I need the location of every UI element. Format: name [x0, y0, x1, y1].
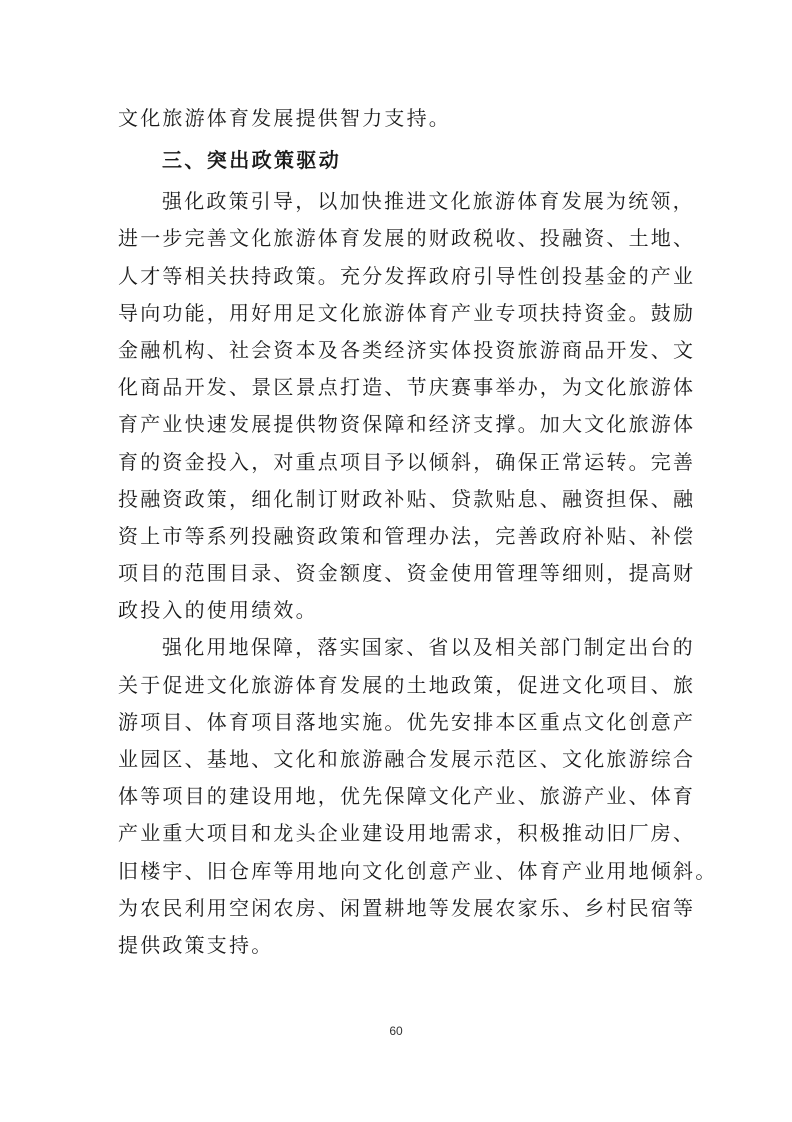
text-line: 人才等相关扶持政策。充分发挥政府引导性创投基金的产业: [118, 263, 696, 288]
text-line: 为农民利用空闲农房、闲置耕地等发展农家乐、乡村民宿等: [118, 895, 696, 920]
text-line: 关于促进文化旅游体育发展的土地政策，促进文化项目、旅: [118, 672, 696, 697]
document-page: [118, 100, 718, 964]
section-heading: 三、突出政策驱动: [162, 148, 342, 173]
text-line: 化商品开发、景区景点打造、节庆赛事举办，为文化旅游体: [118, 375, 696, 400]
text-line: 进一步完善文化旅游体育发展的财政税收、投融资、土地、: [118, 226, 696, 251]
text-line: 资上市等系列投融资政策和管理办法，完善政府补贴、补偿: [118, 523, 696, 548]
text-line: 育的资金投入，对重点项目予以倾斜，确保正常运转。完善: [118, 449, 696, 474]
text-line: 金融机构、社会资本及各类经济实体投资旅游商品开发、文: [118, 337, 696, 362]
text-line: 体等项目的建设用地，优先保障文化产业、旅游产业、体育: [118, 784, 696, 809]
text-line: 项目的范围目录、资金额度、资金使用管理等细则，提高财: [118, 561, 696, 586]
text-line: 提供政策支持。: [118, 932, 274, 957]
text-line: 旧楼宇、旧仓库等用地向文化创意产业、体育产业用地倾斜。: [118, 858, 718, 883]
paragraph-2: [118, 629, 718, 964]
text-line: 投融资政策，细化制订财政补贴、贷款贴息、融资担保、融: [118, 486, 696, 511]
page-number: 60: [389, 1024, 403, 1038]
paragraph-1: [118, 183, 696, 629]
text-line: 导向功能，用好用足文化旅游体育产业专项扶持资金。鼓励: [118, 300, 696, 325]
text-line: 游项目、体育项目落地实施。优先安排本区重点文化创意产: [118, 709, 696, 734]
text-line: 强化政策引导，以加快推进文化旅游体育发展为统领，: [162, 189, 695, 214]
text-line: 产业重大项目和龙头企业建设用地需求，积极推动旧厂房、: [118, 821, 696, 846]
text-line: 强化用地保障，落实国家、省以及相关部门制定出台的: [162, 635, 695, 660]
text-line: 文化旅游体育发展提供智力支持。: [118, 106, 451, 130]
text-line: 业园区、基地、文化和旅游融合发展示范区、文化旅游综合: [118, 747, 696, 771]
text-line: 育产业快速发展提供物资保障和经济支撑。加大文化旅游体: [118, 412, 696, 437]
text-line: 政投入的使用绩效。: [118, 598, 318, 623]
